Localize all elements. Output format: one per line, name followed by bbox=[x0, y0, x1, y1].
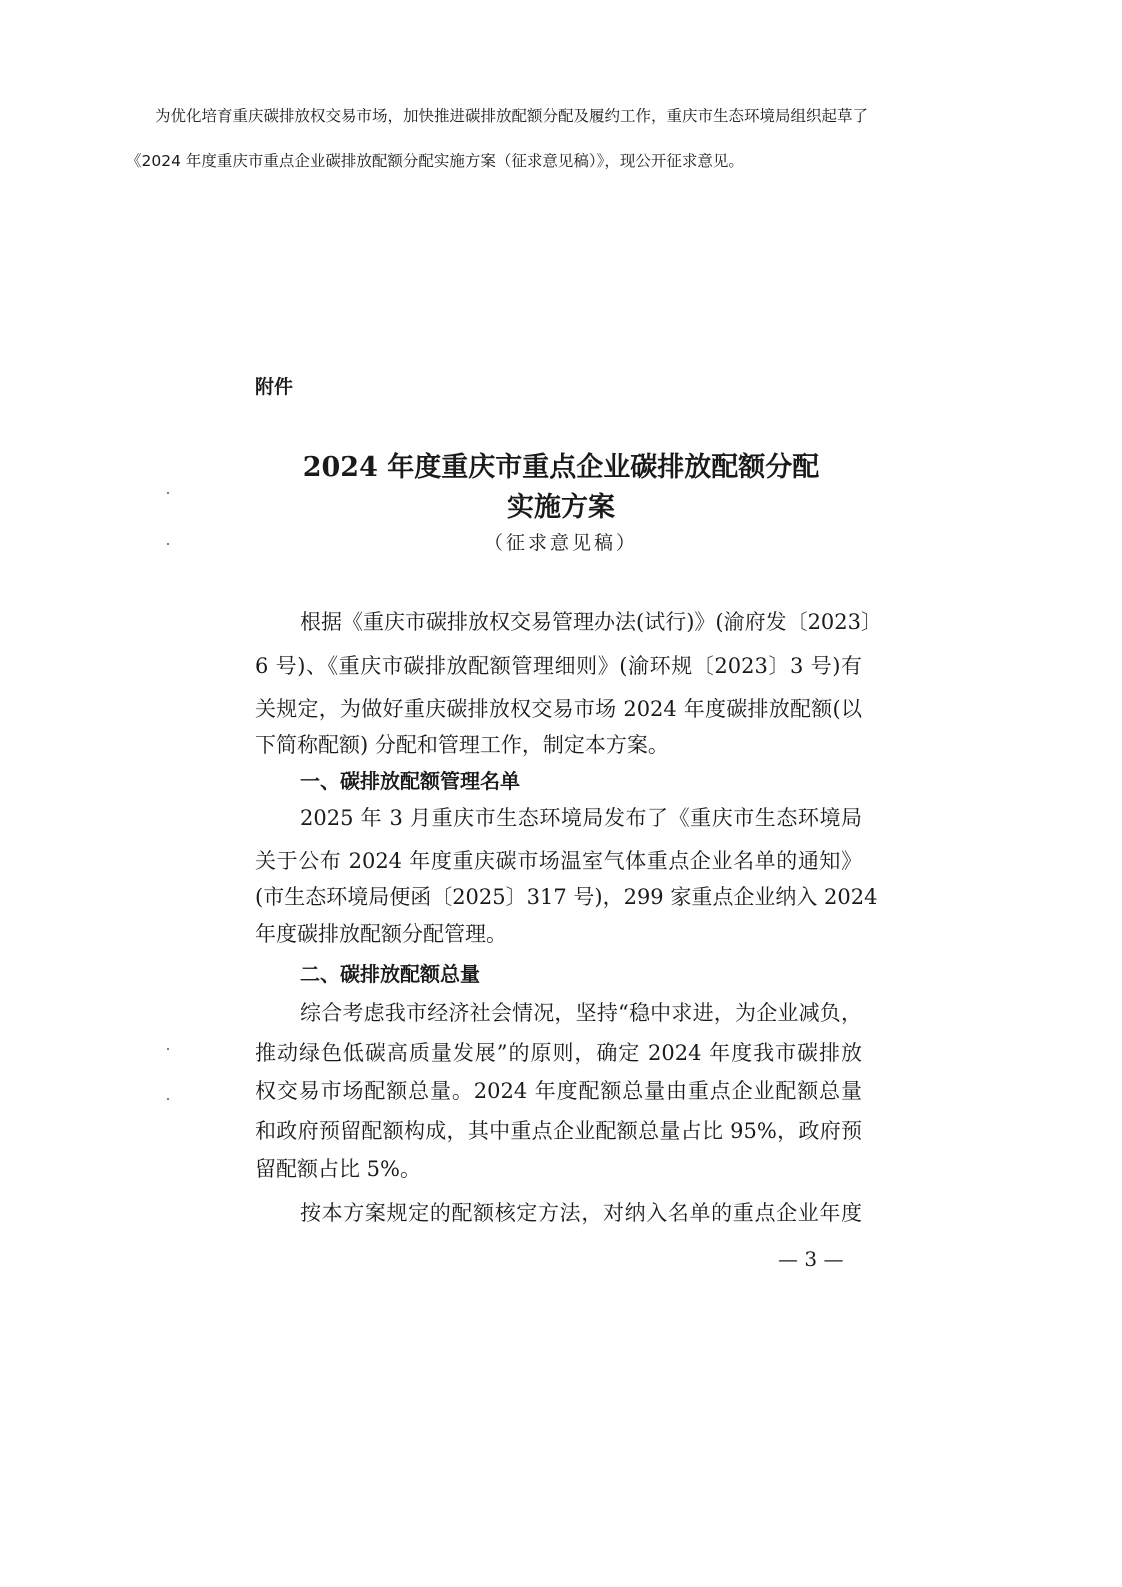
paragraph-line: 6 号)、《重庆市碳排放配额管理细则》(渝环规〔2023〕3 号)有 bbox=[255, 654, 862, 678]
paragraph-line: 权交易市场配额总量。2024 年度配额总量由重点企业配额总量 bbox=[255, 1079, 862, 1103]
paragraph-line: 和政府预留配额构成，其中重点企业配额总量占比 95%，政府预 bbox=[255, 1119, 862, 1143]
scan-speck bbox=[167, 1048, 169, 1050]
intro-line-2: 《2024 年度重庆市重点企业碳排放配额分配实施方案（征求意见稿）》，现公开征求意见。 bbox=[126, 152, 744, 170]
attachment-label: 附件 bbox=[255, 376, 294, 398]
paragraph-line: 2025 年 3 月重庆市生态环境局发布了《重庆市生态环境局 bbox=[300, 806, 862, 830]
paragraph-line: 下简称配额) 分配和管理工作，制定本方案。 bbox=[255, 733, 669, 757]
paragraph-line: 关规定，为做好重庆碳排放权交易市场 2024 年度碳排放配额(以 bbox=[255, 697, 862, 721]
paragraph-line: 年度碳排放配额分配管理。 bbox=[255, 922, 507, 946]
paragraph-line: 留配额占比 5%。 bbox=[255, 1157, 421, 1181]
section-1-heading: 一、碳排放配额管理名单 bbox=[300, 769, 520, 793]
document-subtitle: （征求意见稿） bbox=[483, 532, 638, 554]
paragraph-line: 按本方案规定的配额核定方法，对纳入名单的重点企业年度 bbox=[300, 1201, 862, 1225]
document-title-line-2: 实施方案 bbox=[507, 492, 615, 523]
paragraph-line: 根据《重庆市碳排放权交易管理办法(试行)》(渝府发〔2023〕 bbox=[300, 610, 883, 634]
paragraph-line: 关于公布 2024 年度重庆碳市场温室气体重点企业名单的通知》 bbox=[255, 849, 862, 873]
intro-line-1: 为优化培育重庆碳排放权交易市场，加快推进碳排放配额分配及履约工作，重庆市生态环境局组织起草了 bbox=[155, 107, 869, 125]
paragraph-line: 推动绿色低碳高质量发展”的原则，确定 2024 年度我市碳排放 bbox=[255, 1041, 862, 1065]
section-2-heading: 二、碳排放配额总量 bbox=[300, 962, 480, 986]
paragraph-line: 综合考虑我市经济社会情况，坚持“稳中求进，为企业减负， bbox=[300, 1001, 862, 1025]
paragraph-line: (市生态环境局便函〔2025〕317 号)，299 家重点企业纳入 2024 bbox=[255, 885, 878, 909]
scan-speck bbox=[167, 1098, 169, 1100]
page-number: — 3 — bbox=[778, 1247, 844, 1271]
document-title-line-1: 2024 年度重庆市重点企业碳排放配额分配 bbox=[302, 452, 820, 483]
scan-speck bbox=[167, 492, 169, 494]
scan-speck bbox=[167, 543, 169, 545]
